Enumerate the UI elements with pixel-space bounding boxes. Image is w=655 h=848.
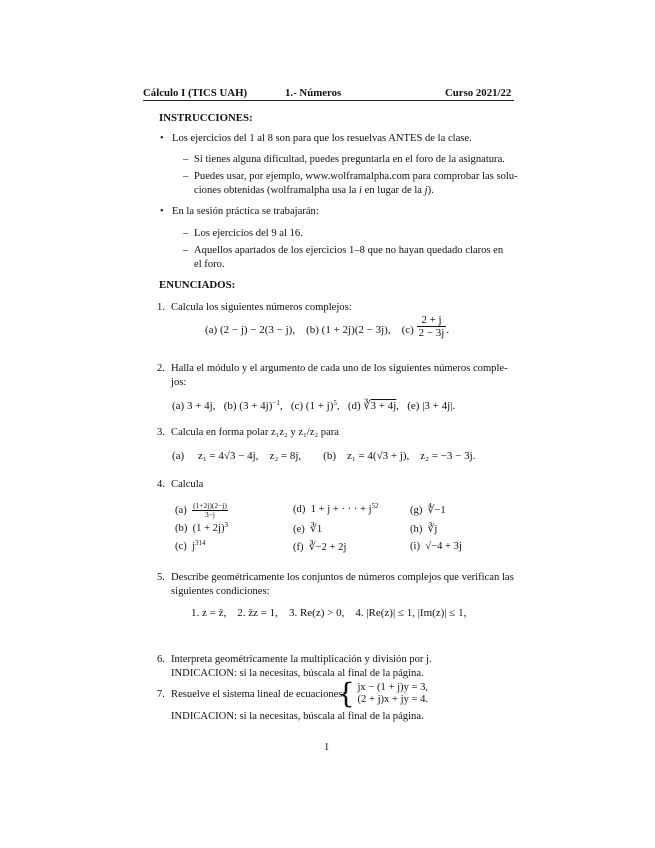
ex4-b-exponent: 3: [224, 521, 229, 529]
ex3-a-z1: z₁ = 4√3 − 4j,: [197, 450, 259, 462]
ex2-d-label: (d): [347, 400, 361, 412]
instr-sub-1b-line2: [194, 184, 434, 198]
bullet-dot-icon: •: [160, 206, 164, 217]
exercise-7-line2: INDICACION: si la necesitas, búscala al final de la página.: [171, 711, 424, 722]
instr-sub-1b-i: i: [359, 185, 362, 196]
ex2-e: (e) |3 + 4j|.: [407, 400, 456, 412]
cube-root-icon: ∛: [363, 400, 371, 412]
exercise-7-line1: Resuelve el sistema lineal de ecuaciones:: [171, 689, 346, 700]
ex5-c3: 3. Re(z) > 0,: [288, 607, 345, 619]
header-topic: 1.- Números: [285, 87, 342, 99]
ex4-a: [175, 502, 228, 519]
exercise-5-conditions: [191, 607, 466, 619]
ex2-c-exponent: 5: [333, 399, 337, 407]
exercise-7-number: 7.: [157, 689, 165, 700]
exercise-3-number: 3.: [157, 427, 165, 438]
exercise-2-line1: Halla el módulo y el argumento de cada uno de los siguientes números comple-: [171, 363, 508, 374]
ex5-c4: 4. |Re(z)| ≤ 1, |Im(z)| ≤ 1,: [355, 607, 467, 619]
exercise-2-line2: jos:: [171, 377, 187, 388]
header-course: Cálculo I (TICS UAH): [143, 87, 248, 99]
ex4-c-label: (c): [175, 541, 187, 552]
instr-sub-2b-line1: Aquellos apartados de los ejercicios 1–8 que no hayan quedado claros en: [194, 245, 504, 256]
instr-bullet-1: Los ejercicios del 1 al 8 son para que los resuelvas ANTES de la clase.: [172, 133, 472, 144]
page-number: 1: [324, 742, 330, 753]
ex3-a-label: (a): [172, 450, 185, 462]
ex2-b-exponent: −1: [272, 399, 280, 407]
instr-sub-2a: Los ejercicios del 9 al 16.: [194, 228, 303, 239]
instr-sub-1b-end: ).: [427, 185, 434, 196]
ex4-f-expr: ∛−2 + 2j: [308, 542, 347, 553]
ex4-d-label: (d): [293, 504, 306, 515]
bullet-dot-icon: •: [160, 133, 164, 144]
ex4-b-label: (b): [175, 523, 188, 534]
exercise-4-number: 4.: [157, 479, 165, 490]
ex2-a: (a) 3 + 4j,: [172, 400, 216, 412]
header-year: Curso 2021/22: [445, 87, 512, 99]
ex2-c-end: ,: [336, 400, 340, 412]
ex5-c2: 2. z̄z = 1,: [237, 607, 278, 619]
dash-icon: –: [183, 154, 189, 165]
instr-sub-2b-line2: el foro.: [194, 259, 225, 270]
instrucciones-title: INSTRUCCIONES:: [159, 112, 253, 124]
exercise-3-text: Calcula en forma polar z₁z₂ y z₁/z₂ para: [171, 427, 340, 438]
exercise-1-formulas: [205, 314, 450, 339]
ex7-equations: [357, 682, 428, 706]
ex4-a-numerator: (1+2j)(2−j): [193, 501, 227, 510]
enunciados-title: ENUNCIADOS:: [159, 279, 236, 291]
ex1-b: (b) (1 + 2j)(2 − 3j),: [306, 324, 391, 337]
exercise-2-number: 2.: [157, 363, 165, 374]
exercise-7-system: [337, 677, 429, 710]
ex4-c-exponent: 314: [195, 539, 206, 547]
ex1-c-denominator: 2 − 3j: [418, 327, 445, 339]
instr-sub-1b-mid: en lugar de la: [364, 185, 423, 196]
instr-sub-1b-text: ciones obtenidas (wolframalpha usa la: [194, 185, 357, 196]
ex3-b-z1: z₁ = 4(√3 + j),: [347, 450, 410, 462]
dash-icon: –: [183, 171, 189, 182]
ex4-d-exponent: 52: [371, 502, 379, 510]
exercise-6-line1: Interpreta geométricamente la multiplicación y división por j.: [171, 654, 432, 665]
exercise-1-text: Calcula los siguientes números complejos:: [171, 302, 352, 313]
ex4-f-label: (f): [293, 542, 304, 553]
left-brace-icon: {: [337, 677, 355, 710]
exercise-4-text: Calcula: [171, 479, 204, 490]
ex4-h-expr: ∛j: [427, 524, 438, 535]
exercise-5-line1: Describe geométricamente los conjuntos de números complejos que verifican las: [171, 572, 514, 583]
header-rule: [143, 100, 514, 101]
dash-icon: –: [183, 245, 189, 256]
ex4-a-denominator: 3−j: [204, 510, 216, 519]
ex4-a-fraction: [192, 502, 228, 519]
ex4-g: [410, 504, 446, 516]
ex7-eq2: (2 + j)x + jy = 4.: [357, 694, 429, 705]
ex2-b: (b) (3 + 4j): [223, 400, 273, 412]
ex1-c-fraction: [417, 314, 450, 339]
dash-icon: –: [183, 228, 189, 239]
ex3-a-z2: z₂ = 8j,: [269, 450, 302, 462]
ex4-b: [175, 523, 228, 534]
ex4-g-expr: ∜−1: [427, 505, 446, 516]
ex4-e-label: (e): [293, 524, 305, 535]
ex4-e-expr: ∛1: [310, 524, 323, 535]
ex3-b-label: (b): [323, 450, 336, 462]
exercise-1-number: 1.: [157, 302, 165, 313]
ex4-d-expr: 1 + j + · · · + j: [310, 504, 372, 515]
ex4-c-expr: j: [192, 541, 196, 552]
exercise-6-line2: INDICACION: si la necesitas, búscala al final de la página.: [171, 668, 424, 679]
ex1-a: (a) (2 − j) − 2(3 − j),: [205, 324, 296, 337]
instr-sub-1b-j: j: [424, 185, 428, 196]
ex1-c-label: (c): [401, 324, 414, 337]
ex2-d-end: ,: [396, 400, 399, 412]
instr-bullet-2: En la sesión práctica se trabajarán:: [172, 206, 319, 217]
ex4-d: [293, 504, 379, 515]
ex4-f: [293, 541, 346, 553]
ex4-g-label: (g): [410, 505, 423, 516]
exercise-5-line2: siguientes condiciones:: [171, 586, 270, 597]
exercise-6-number: 6.: [157, 654, 165, 665]
ex4-h-label: (h): [410, 524, 423, 535]
ex4-c: [175, 541, 206, 552]
exercise-2-formulas: [172, 399, 455, 412]
ex3-b-z2: z₂ = −3 − 3j.: [420, 450, 476, 462]
ex4-i: [410, 541, 462, 552]
ex2-d-radicand: 3 + 4j: [370, 400, 397, 412]
instr-sub-1b-line1: Puedes usar, por ejemplo, www.wolframalpha.com para comprobar las solu-: [194, 171, 518, 182]
exercise-5-number: 5.: [157, 572, 165, 583]
ex7-eq1: jx − (1 + j)y = 3,: [357, 682, 429, 693]
ex2-c: (c) (1 + j): [290, 400, 334, 412]
ex5-c1: 1. z = z̄,: [191, 607, 227, 619]
ex4-b-expr: (1 + 2j): [192, 523, 225, 534]
exercise-3-formulas: [172, 450, 475, 462]
ex1-c-end: .: [446, 324, 450, 337]
ex4-h: [410, 523, 437, 535]
ex4-i-label: (i): [410, 541, 420, 552]
instr-sub-1a: Si tienes alguna dificultad, puedes preguntarla en el foro de la asignatura.: [194, 154, 505, 165]
ex4-i-expr: √−4 + 3j: [425, 541, 462, 552]
ex4-a-label: (a): [175, 504, 187, 516]
ex1-c-numerator: 2 + j: [417, 314, 447, 327]
ex4-e: [293, 523, 322, 535]
ex2-b-end: ,: [279, 400, 283, 412]
